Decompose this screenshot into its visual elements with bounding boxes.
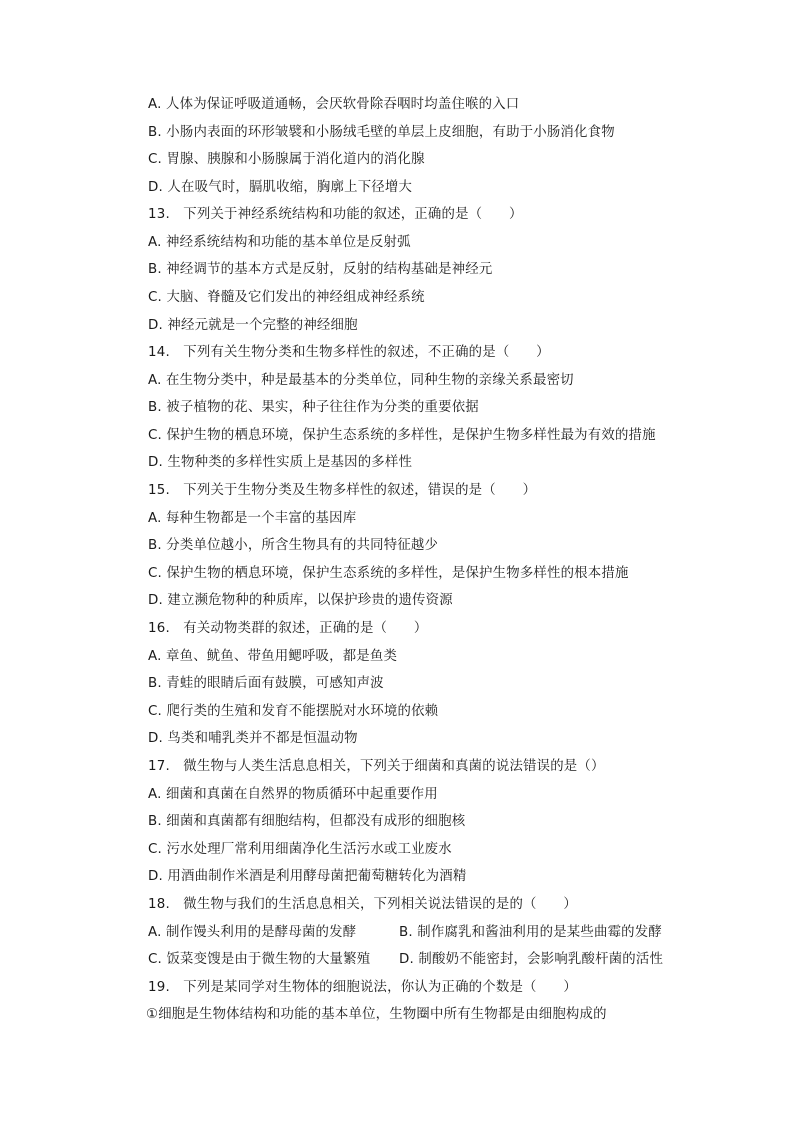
q13-stem: 13. 下列关于神经系统结构和功能的叙述，正确的是（ ） xyxy=(148,207,523,222)
q19-stem: 19. 下列是某同学对生物体的细胞说法，你认为正确的个数是（ ） xyxy=(148,980,577,995)
q17-option-a: A. 细菌和真菌在自然界的物质循环中起重要作用 xyxy=(148,787,438,802)
q15-option-d: D. 建立濒危物种的种质库，以保护珍贵的遗传资源 xyxy=(148,593,453,608)
q13-option-a: A. 神经系统结构和功能的基本单位是反射弧 xyxy=(148,235,411,250)
q14-option-a: A. 在生物分类中，种是最基本的分类单位，同种生物的亲缘关系最密切 xyxy=(148,373,574,388)
q14-stem: 14. 下列有关生物分类和生物多样性的叙述，不正确的是（ ） xyxy=(148,345,550,360)
q15-option-b: B. 分类单位越小，所含生物具有的共同特征越少 xyxy=(148,538,439,553)
q14-option-c: C. 保护生物的栖息环境，保护生态系统的多样性，是保护生物多样性最为有效的措施 xyxy=(148,428,656,443)
q17-option-d: D. 用酒曲制作米酒是利用酵母菌把葡萄糖转化为酒精 xyxy=(148,869,467,884)
q16-option-b: B. 青蛙的眼睛后面有鼓膜，可感知声波 xyxy=(148,676,384,691)
q16-option-d: D. 鸟类和哺乳类并不都是恒温动物 xyxy=(148,731,358,746)
q13-option-d: D. 神经元就是一个完整的神经细胞 xyxy=(148,318,358,333)
q19-statement-1: ①细胞是生物体结构和功能的基本单位，生物圈中所有生物都是由细胞构成的 xyxy=(146,1007,607,1022)
q15-option-c: C. 保护生物的栖息环境，保护生态系统的多样性，是保护生物多样性的根本措施 xyxy=(148,566,629,581)
q17-option-c: C. 污水处理厂常利用细菌净化生活污水或工业废水 xyxy=(148,842,452,857)
q18-option-a: A. 制作馒头利用的是酵母菌的发酵 xyxy=(148,925,357,940)
q14-option-b: B. 被子植物的花、果实，种子往往作为分类的重要依据 xyxy=(148,400,479,415)
q12-option-d: D. 人在吸气时，膈肌收缩，胸廓上下径增大 xyxy=(148,180,413,195)
q13-option-c: C. 大脑、脊髓及它们发出的神经组成神经系统 xyxy=(148,290,425,305)
q18-stem: 18. 微生物与我们的生活息息相关，下列相关说法错误的是的（ ） xyxy=(148,897,577,912)
q17-stem: 17. 微生物与人类生活息息相关，下列关于细菌和真菌的说法错误的是（） xyxy=(148,759,605,774)
q12-option-c: C. 胃腺、胰腺和小肠腺属于消化道内的消化腺 xyxy=(148,152,425,167)
q18-option-c: C. 饭菜变馊是由于微生物的大量繁殖 xyxy=(148,952,371,967)
q16-option-c: C. 爬行类的生殖和发育不能摆脱对水环境的依赖 xyxy=(148,704,439,719)
q13-option-b: B. 神经调节的基本方式是反射，反射的结构基础是神经元 xyxy=(148,262,493,277)
q18-option-d: D. 制酸奶不能密封，会影响乳酸杆菌的活性 xyxy=(399,952,664,967)
q15-option-a: A. 每种生物都是一个丰富的基因库 xyxy=(148,511,357,526)
q18-option-b: B. 制作腐乳和酱油利用的是某些曲霉的发酵 xyxy=(399,925,662,940)
q17-option-b: B. 细菌和真菌都有细胞结构，但都没有成形的细胞核 xyxy=(148,814,466,829)
q15-stem: 15. 下列关于生物分类及生物多样性的叙述，错误的是（ ） xyxy=(148,483,537,498)
q12-option-a: A. 人体为保证呼吸道通畅，会厌软骨除吞咽时均盖住喉的入口 xyxy=(148,97,520,112)
q16-stem: 16. 有关动物类群的叙述，正确的是（ ） xyxy=(148,621,428,636)
q14-option-d: D. 生物种类的多样性实质上是基因的多样性 xyxy=(148,455,413,470)
q16-option-a: A. 章鱼、鱿鱼、带鱼用鳃呼吸，都是鱼类 xyxy=(148,649,398,664)
q12-option-b: B. 小肠内表面的环形皱襞和小肠绒毛壁的单层上皮细胞，有助于小肠消化食物 xyxy=(148,125,615,140)
